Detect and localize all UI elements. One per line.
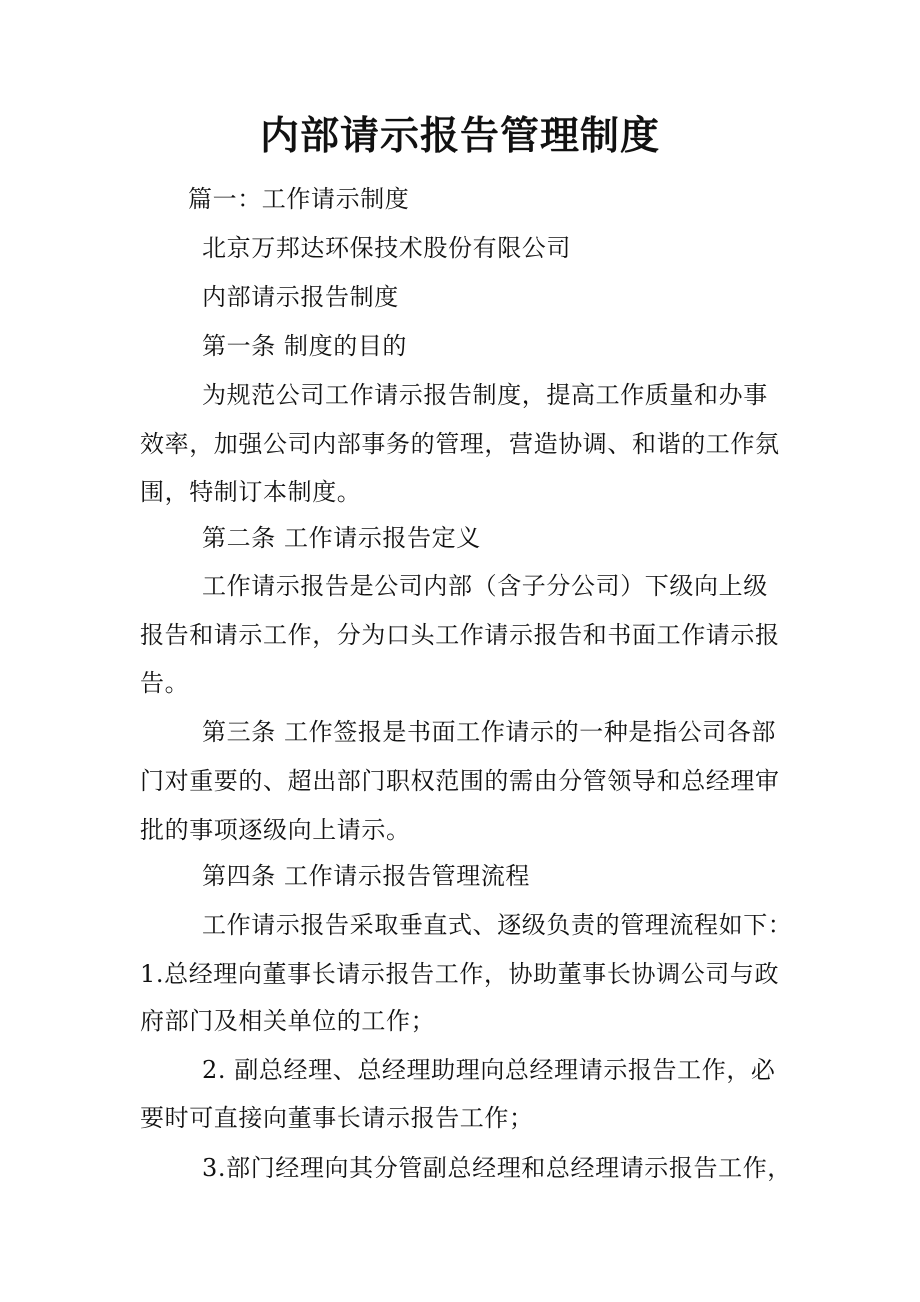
company-name: 北京万邦达环保技术股份有限公司 (202, 234, 571, 262)
paragraph-line: 门对重要的、超出部门职权范围的需由分管领导和总经理审 (140, 767, 780, 795)
paragraph-line: 围，特制订本制度。 (140, 478, 362, 506)
article-heading: 第二条 工作请示报告定义 (202, 524, 481, 552)
article-heading: 第四条 工作请示报告管理流程 (202, 862, 531, 890)
paragraph-line: 报告和请示工作，分为口头工作请示报告和书面工作请示报 (140, 621, 780, 649)
list-item: 要时可直接向董事长请示报告工作； (140, 1104, 534, 1132)
section-heading: 篇一：工作请示制度 (188, 185, 410, 213)
document-title: 内部请示报告管理制度 (259, 113, 660, 159)
paragraph-line: 告。 (140, 669, 190, 697)
list-item: 2. 副总经理、总经理助理向总经理请示报告工作，必 (202, 1056, 776, 1084)
paragraph-line: 效率，加强公司内部事务的管理，营造协调、和谐的工作氛 (140, 430, 780, 458)
list-item: 1.总经理向董事长请示报告工作，协助董事长协调公司与政 (140, 960, 780, 988)
paragraph-line: 第三条 工作签报是书面工作请示的一种是指公司各部 (202, 718, 777, 746)
list-item: 3.部门经理向其分管副总经理和总经理请示报告工作， (202, 1154, 792, 1182)
subtitle: 内部请示报告制度 (202, 283, 399, 311)
paragraph-line: 工作请示报告是公司内部（含子分公司）下级向上级 (202, 572, 768, 600)
paragraph-line: 为规范公司工作请示报告制度，提高工作质量和办事 (202, 381, 768, 409)
paragraph-line: 批的事项逐级向上请示。 (140, 816, 411, 844)
paragraph-line: 工作请示报告采取垂直式、逐级负责的管理流程如下： (202, 911, 793, 939)
list-item: 府部门及相关单位的工作； (140, 1007, 436, 1035)
article-heading: 第一条 制度的目的 (202, 332, 408, 360)
